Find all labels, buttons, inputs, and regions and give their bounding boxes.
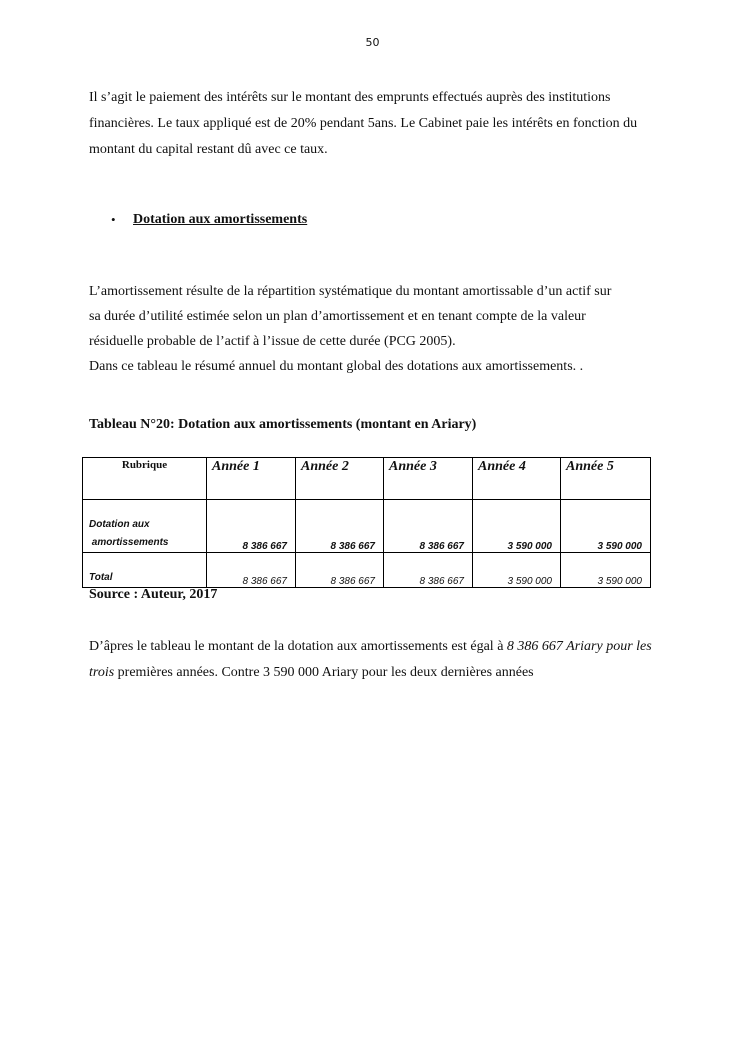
- section-heading: Dotation aux amortissements: [133, 212, 308, 227]
- conclusion-text: D’âpres le tableau le montant de la dotation aux amortissements est égal à: [89, 639, 507, 654]
- paragraph-line: L’amortissement résulte de la répartition systématique du montant amortissable d’un actif sur: [89, 284, 612, 299]
- header-rubrique: Rubrique: [83, 458, 207, 500]
- table-row: [83, 500, 651, 553]
- table-cell: 3 590 000: [561, 500, 651, 553]
- amortization-table: [82, 457, 651, 588]
- table-cell: 3 590 000: [561, 553, 651, 588]
- table-cell: 8 386 667: [207, 553, 296, 588]
- header-year-2: Année 2: [296, 458, 384, 500]
- table-header-row: [83, 458, 651, 500]
- row-label: Total: [83, 553, 207, 588]
- table-source: Source : Auteur, 2017: [89, 587, 218, 602]
- row-label-line: Dotation aux: [89, 519, 150, 530]
- paragraph-line: résiduelle probable de l’actif à l’issue de cette durée (PCG 2005).: [89, 334, 456, 349]
- page-number: 50: [365, 36, 380, 49]
- header-year-3: Année 3: [384, 458, 473, 500]
- header-year-5: Année 5: [561, 458, 651, 500]
- table-row: [83, 553, 651, 588]
- interest-paragraph: Il s’agit le paiement des intérêts sur le montant des emprunts effectués auprès des institutions financières. Le taux appliqué est de 20% pendant 5ans. Le Cabinet paie les intérêts en fonction du montant du capital restant dû avec ce taux.: [89, 90, 638, 157]
- paragraph-line: sa durée d’utilité estimée selon un plan d’amortissement et en tenant compte de la valeur: [89, 309, 586, 324]
- conclusion-paragraph: [89, 634, 659, 686]
- row-label-line: amortissements: [89, 537, 169, 548]
- table-cell: 8 386 667: [384, 553, 473, 588]
- table-caption: Tableau N°20: Dotation aux amortissements (montant en Ariary): [89, 417, 477, 432]
- conclusion-text: premières années. Contre 3 590 000 Ariary pour les deux dernières années: [114, 665, 534, 680]
- row-label: [83, 500, 207, 553]
- table-cell: 8 386 667: [384, 500, 473, 553]
- header-year-1: Année 1: [207, 458, 296, 500]
- header-year-4: Année 4: [473, 458, 561, 500]
- table-cell: 3 590 000: [473, 553, 561, 588]
- table-cell: 8 386 667: [296, 553, 384, 588]
- bullet-icon: •: [111, 212, 116, 227]
- section-bullet: [111, 208, 307, 232]
- paragraph-line: Dans ce tableau le résumé annuel du montant global des dotations aux amortissements. .: [89, 359, 584, 374]
- amortization-paragraph: [89, 279, 659, 379]
- table-cell: 8 386 667: [207, 500, 296, 553]
- conclusion-italic: 8 386 667 Ariary pour les trois: [89, 639, 652, 680]
- table-cell: 8 386 667: [296, 500, 384, 553]
- table-cell: 3 590 000: [473, 500, 561, 553]
